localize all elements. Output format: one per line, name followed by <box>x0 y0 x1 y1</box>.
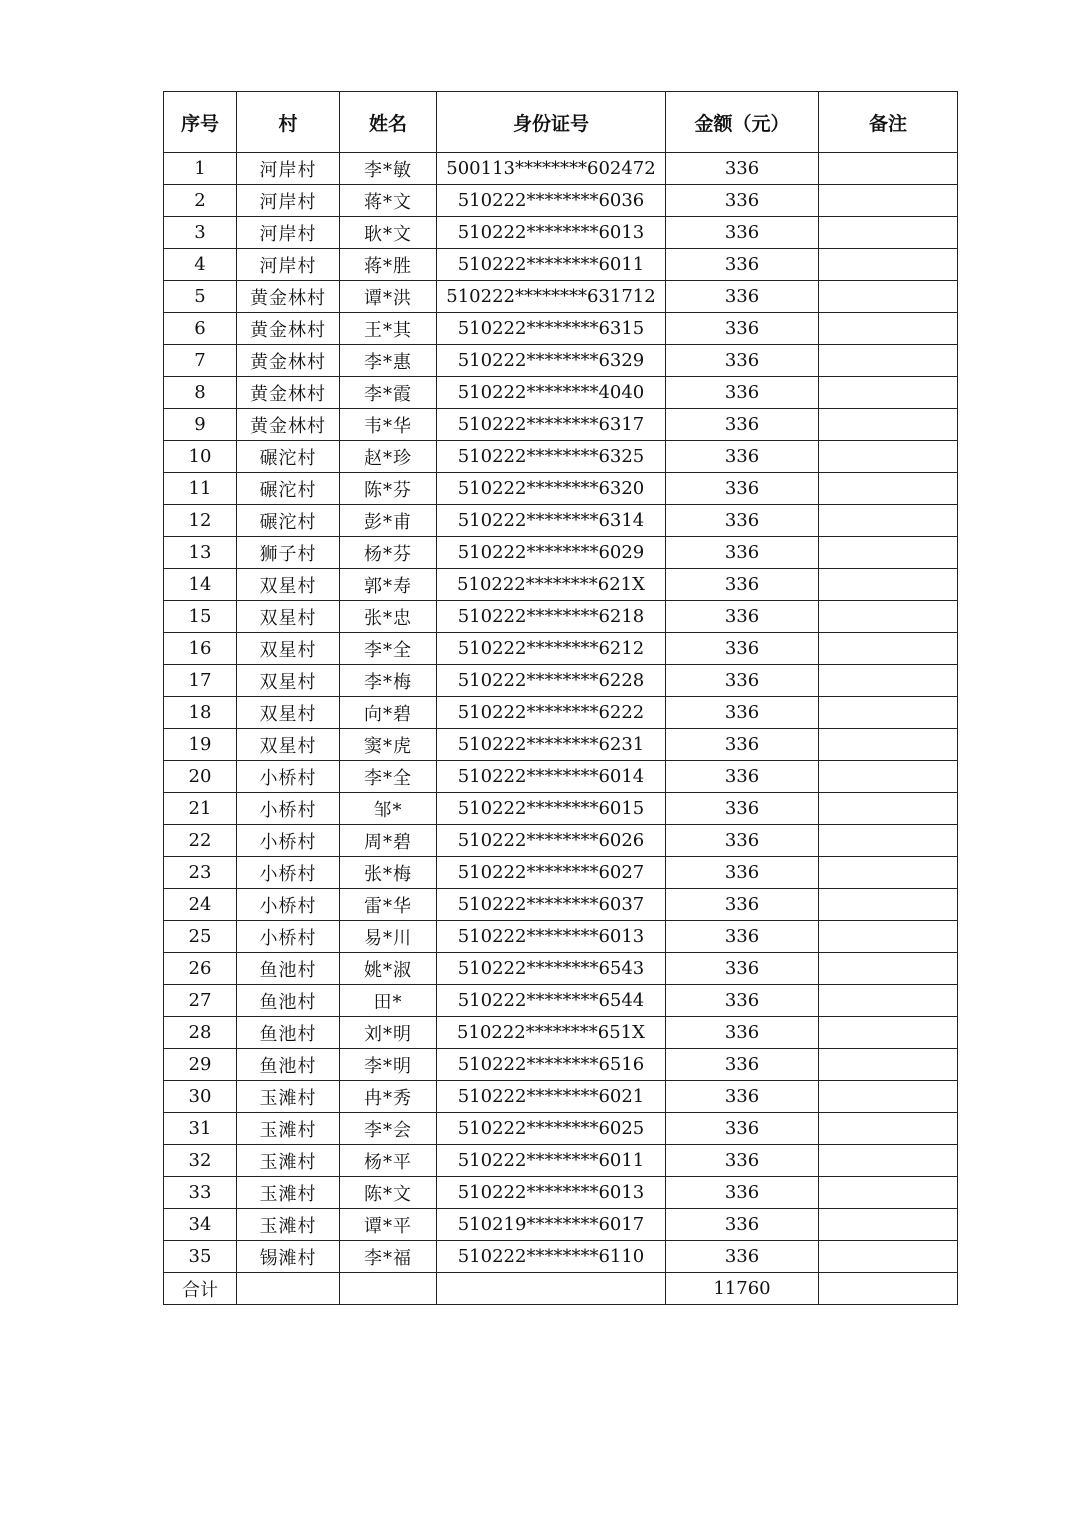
table-row <box>164 153 958 185</box>
serial-cell: 24 <box>164 889 237 921</box>
name-cell: 蒋*文 <box>340 185 437 217</box>
table-row <box>164 921 958 953</box>
id-number-cell: 510222********4040 <box>437 377 666 409</box>
table-row <box>164 1241 958 1273</box>
amount-cell: 336 <box>666 1209 819 1241</box>
id-number-cell: 510222********631712 <box>437 281 666 313</box>
village-cell: 小桥村 <box>237 921 340 953</box>
village-cell: 玉滩村 <box>237 1145 340 1177</box>
name-cell: 谭*洪 <box>340 281 437 313</box>
note-cell <box>819 345 958 377</box>
id-number-cell: 510222********6228 <box>437 665 666 697</box>
note-cell <box>819 569 958 601</box>
village-cell: 小桥村 <box>237 889 340 921</box>
amount-cell: 336 <box>666 665 819 697</box>
note-cell <box>819 921 958 953</box>
note-cell <box>819 633 958 665</box>
name-cell: 姚*淑 <box>340 953 437 985</box>
note-cell <box>819 1241 958 1273</box>
serial-cell: 12 <box>164 505 237 537</box>
id-number-cell: 510222********6110 <box>437 1241 666 1273</box>
name-cell: 李*明 <box>340 1049 437 1081</box>
serial-cell: 19 <box>164 729 237 761</box>
note-cell <box>819 1145 958 1177</box>
header-note: 备注 <box>819 92 958 153</box>
table-row <box>164 1209 958 1241</box>
id-number-cell: 510222********6231 <box>437 729 666 761</box>
amount-cell: 336 <box>666 1049 819 1081</box>
name-cell: 张*忠 <box>340 601 437 633</box>
name-cell: 李*敏 <box>340 153 437 185</box>
table-row <box>164 1113 958 1145</box>
village-cell: 锡滩村 <box>237 1241 340 1273</box>
amount-cell: 336 <box>666 1241 819 1273</box>
name-cell: 韦*华 <box>340 409 437 441</box>
name-cell: 周*碧 <box>340 825 437 857</box>
amount-cell: 336 <box>666 249 819 281</box>
name-cell: 刘*明 <box>340 1017 437 1049</box>
serial-cell: 22 <box>164 825 237 857</box>
amount-cell: 336 <box>666 825 819 857</box>
name-cell: 雷*华 <box>340 889 437 921</box>
name-cell: 李*福 <box>340 1241 437 1273</box>
note-cell <box>819 601 958 633</box>
village-cell: 碾沱村 <box>237 505 340 537</box>
amount-cell: 336 <box>666 345 819 377</box>
village-cell: 狮子村 <box>237 537 340 569</box>
serial-cell: 6 <box>164 313 237 345</box>
amount-cell: 336 <box>666 1113 819 1145</box>
table-row <box>164 1017 958 1049</box>
serial-cell: 5 <box>164 281 237 313</box>
note-cell <box>819 1177 958 1209</box>
note-cell <box>819 729 958 761</box>
village-cell: 碾沱村 <box>237 441 340 473</box>
serial-cell: 34 <box>164 1209 237 1241</box>
id-number-cell: 510222********621X <box>437 569 666 601</box>
id-number-cell: 510222********6320 <box>437 473 666 505</box>
table-row <box>164 409 958 441</box>
serial-cell: 23 <box>164 857 237 889</box>
table-row <box>164 377 958 409</box>
serial-cell: 27 <box>164 985 237 1017</box>
note-cell <box>819 249 958 281</box>
name-cell: 李*惠 <box>340 345 437 377</box>
table-row <box>164 1145 958 1177</box>
id-number-cell: 510222********6212 <box>437 633 666 665</box>
table-row <box>164 1177 958 1209</box>
serial-cell: 30 <box>164 1081 237 1113</box>
name-cell: 耿*文 <box>340 217 437 249</box>
note-cell <box>819 153 958 185</box>
id-number-cell: 510222********6013 <box>437 217 666 249</box>
amount-cell: 336 <box>666 569 819 601</box>
serial-cell: 16 <box>164 633 237 665</box>
name-cell: 李*梅 <box>340 665 437 697</box>
serial-cell: 9 <box>164 409 237 441</box>
id-number-cell: 510222********6222 <box>437 697 666 729</box>
table-row <box>164 761 958 793</box>
village-cell: 碾沱村 <box>237 473 340 505</box>
table-row <box>164 537 958 569</box>
table-row <box>164 793 958 825</box>
amount-cell: 336 <box>666 697 819 729</box>
subsidy-list-table <box>163 91 958 1305</box>
total-note-cell <box>819 1273 958 1305</box>
id-number-cell: 510222********6516 <box>437 1049 666 1081</box>
note-cell <box>819 537 958 569</box>
serial-cell: 29 <box>164 1049 237 1081</box>
note-cell <box>819 985 958 1017</box>
village-cell: 双星村 <box>237 601 340 633</box>
note-cell <box>819 441 958 473</box>
header-village: 村 <box>237 92 340 153</box>
village-cell: 鱼池村 <box>237 953 340 985</box>
id-number-cell: 510222********6543 <box>437 953 666 985</box>
village-cell: 黄金林村 <box>237 345 340 377</box>
id-number-cell: 510219********6017 <box>437 1209 666 1241</box>
total-label: 合计 <box>164 1273 237 1305</box>
village-cell: 小桥村 <box>237 825 340 857</box>
village-cell: 河岸村 <box>237 185 340 217</box>
serial-cell: 25 <box>164 921 237 953</box>
amount-cell: 336 <box>666 505 819 537</box>
amount-cell: 336 <box>666 857 819 889</box>
id-number-cell: 510222********6011 <box>437 1145 666 1177</box>
name-cell: 邹* <box>340 793 437 825</box>
serial-cell: 15 <box>164 601 237 633</box>
name-cell: 陈*芬 <box>340 473 437 505</box>
note-cell <box>819 665 958 697</box>
amount-cell: 336 <box>666 985 819 1017</box>
id-number-cell: 510222********6025 <box>437 1113 666 1145</box>
table-row <box>164 473 958 505</box>
note-cell <box>819 857 958 889</box>
village-cell: 鱼池村 <box>237 1049 340 1081</box>
name-cell: 窦*虎 <box>340 729 437 761</box>
table-row <box>164 825 958 857</box>
header-row <box>164 92 958 153</box>
name-cell: 杨*芬 <box>340 537 437 569</box>
amount-cell: 336 <box>666 1177 819 1209</box>
note-cell <box>819 473 958 505</box>
serial-cell: 11 <box>164 473 237 505</box>
table-row <box>164 185 958 217</box>
village-cell: 双星村 <box>237 569 340 601</box>
village-cell: 小桥村 <box>237 793 340 825</box>
serial-cell: 31 <box>164 1113 237 1145</box>
note-cell <box>819 825 958 857</box>
village-cell: 河岸村 <box>237 153 340 185</box>
id-number-cell: 510222********6029 <box>437 537 666 569</box>
id-number-cell: 510222********6218 <box>437 601 666 633</box>
name-cell: 李*霞 <box>340 377 437 409</box>
amount-cell: 336 <box>666 729 819 761</box>
amount-cell: 336 <box>666 793 819 825</box>
table-row <box>164 729 958 761</box>
note-cell <box>819 1081 958 1113</box>
village-cell: 小桥村 <box>237 857 340 889</box>
note-cell <box>819 1113 958 1145</box>
amount-cell: 336 <box>666 185 819 217</box>
serial-cell: 13 <box>164 537 237 569</box>
amount-cell: 336 <box>666 953 819 985</box>
table-row <box>164 345 958 377</box>
note-cell <box>819 217 958 249</box>
serial-cell: 21 <box>164 793 237 825</box>
serial-cell: 28 <box>164 1017 237 1049</box>
header-id-number: 身份证号 <box>437 92 666 153</box>
village-cell: 双星村 <box>237 729 340 761</box>
name-cell: 郭*寿 <box>340 569 437 601</box>
total-village-cell <box>237 1273 340 1305</box>
table-row <box>164 889 958 921</box>
amount-cell: 336 <box>666 633 819 665</box>
serial-cell: 18 <box>164 697 237 729</box>
id-number-cell: 510222********6026 <box>437 825 666 857</box>
village-cell: 双星村 <box>237 665 340 697</box>
note-cell <box>819 761 958 793</box>
serial-cell: 14 <box>164 569 237 601</box>
serial-cell: 33 <box>164 1177 237 1209</box>
name-cell: 李*全 <box>340 761 437 793</box>
name-cell: 蒋*胜 <box>340 249 437 281</box>
amount-cell: 336 <box>666 409 819 441</box>
name-cell: 向*碧 <box>340 697 437 729</box>
id-number-cell: 500113********602472 <box>437 153 666 185</box>
header-serial: 序号 <box>164 92 237 153</box>
village-cell: 鱼池村 <box>237 985 340 1017</box>
header-name: 姓名 <box>340 92 437 153</box>
table-row <box>164 985 958 1017</box>
id-number-cell: 510222********6329 <box>437 345 666 377</box>
amount-cell: 336 <box>666 601 819 633</box>
serial-cell: 35 <box>164 1241 237 1273</box>
name-cell: 冉*秀 <box>340 1081 437 1113</box>
name-cell: 李*会 <box>340 1113 437 1145</box>
table-row <box>164 953 958 985</box>
id-number-cell: 510222********6013 <box>437 1177 666 1209</box>
name-cell: 易*川 <box>340 921 437 953</box>
total-id-cell <box>437 1273 666 1305</box>
table-row <box>164 633 958 665</box>
total-name-cell <box>340 1273 437 1305</box>
table-row <box>164 1081 958 1113</box>
serial-cell: 1 <box>164 153 237 185</box>
id-number-cell: 510222********651X <box>437 1017 666 1049</box>
village-cell: 鱼池村 <box>237 1017 340 1049</box>
serial-cell: 32 <box>164 1145 237 1177</box>
amount-cell: 336 <box>666 761 819 793</box>
name-cell: 杨*平 <box>340 1145 437 1177</box>
serial-cell: 3 <box>164 217 237 249</box>
serial-cell: 17 <box>164 665 237 697</box>
table-row <box>164 665 958 697</box>
table-row <box>164 281 958 313</box>
id-number-cell: 510222********6011 <box>437 249 666 281</box>
header-amount: 金额（元） <box>666 92 819 153</box>
id-number-cell: 510222********6317 <box>437 409 666 441</box>
id-number-cell: 510222********6314 <box>437 505 666 537</box>
id-number-cell: 510222********6015 <box>437 793 666 825</box>
note-cell <box>819 889 958 921</box>
name-cell: 王*其 <box>340 313 437 345</box>
table-row <box>164 505 958 537</box>
id-number-cell: 510222********6544 <box>437 985 666 1017</box>
name-cell: 谭*平 <box>340 1209 437 1241</box>
village-cell: 河岸村 <box>237 249 340 281</box>
amount-cell: 336 <box>666 889 819 921</box>
note-cell <box>819 377 958 409</box>
village-cell: 黄金林村 <box>237 281 340 313</box>
amount-cell: 336 <box>666 1017 819 1049</box>
village-cell: 玉滩村 <box>237 1113 340 1145</box>
id-number-cell: 510222********6037 <box>437 889 666 921</box>
village-cell: 河岸村 <box>237 217 340 249</box>
name-cell: 张*梅 <box>340 857 437 889</box>
total-amount: 11760 <box>666 1273 819 1305</box>
id-number-cell: 510222********6014 <box>437 761 666 793</box>
village-cell: 玉滩村 <box>237 1177 340 1209</box>
amount-cell: 336 <box>666 281 819 313</box>
note-cell <box>819 505 958 537</box>
note-cell <box>819 1049 958 1081</box>
table-row <box>164 601 958 633</box>
amount-cell: 336 <box>666 217 819 249</box>
id-number-cell: 510222********6027 <box>437 857 666 889</box>
village-cell: 双星村 <box>237 697 340 729</box>
village-cell: 双星村 <box>237 633 340 665</box>
table-row <box>164 313 958 345</box>
note-cell <box>819 409 958 441</box>
village-cell: 玉滩村 <box>237 1209 340 1241</box>
table-body <box>164 153 958 1273</box>
id-number-cell: 510222********6021 <box>437 1081 666 1113</box>
village-cell: 黄金林村 <box>237 409 340 441</box>
name-cell: 李*全 <box>340 633 437 665</box>
amount-cell: 336 <box>666 1145 819 1177</box>
amount-cell: 336 <box>666 473 819 505</box>
amount-cell: 336 <box>666 537 819 569</box>
note-cell <box>819 697 958 729</box>
serial-cell: 4 <box>164 249 237 281</box>
id-number-cell: 510222********6325 <box>437 441 666 473</box>
note-cell <box>819 1209 958 1241</box>
name-cell: 赵*珍 <box>340 441 437 473</box>
table-row <box>164 441 958 473</box>
serial-cell: 10 <box>164 441 237 473</box>
table-row <box>164 249 958 281</box>
serial-cell: 7 <box>164 345 237 377</box>
village-cell: 玉滩村 <box>237 1081 340 1113</box>
id-number-cell: 510222********6315 <box>437 313 666 345</box>
serial-cell: 8 <box>164 377 237 409</box>
total-row <box>164 1273 958 1305</box>
name-cell: 彭*甫 <box>340 505 437 537</box>
amount-cell: 336 <box>666 921 819 953</box>
amount-cell: 336 <box>666 313 819 345</box>
note-cell <box>819 793 958 825</box>
name-cell: 陈*文 <box>340 1177 437 1209</box>
serial-cell: 20 <box>164 761 237 793</box>
table-row <box>164 569 958 601</box>
table-row <box>164 697 958 729</box>
note-cell <box>819 953 958 985</box>
table-row <box>164 1049 958 1081</box>
table-row <box>164 217 958 249</box>
table-row <box>164 857 958 889</box>
name-cell: 田* <box>340 985 437 1017</box>
amount-cell: 336 <box>666 153 819 185</box>
village-cell: 黄金林村 <box>237 377 340 409</box>
amount-cell: 336 <box>666 377 819 409</box>
note-cell <box>819 313 958 345</box>
id-number-cell: 510222********6013 <box>437 921 666 953</box>
amount-cell: 336 <box>666 1081 819 1113</box>
note-cell <box>819 1017 958 1049</box>
serial-cell: 2 <box>164 185 237 217</box>
amount-cell: 336 <box>666 441 819 473</box>
serial-cell: 26 <box>164 953 237 985</box>
village-cell: 小桥村 <box>237 761 340 793</box>
id-number-cell: 510222********6036 <box>437 185 666 217</box>
village-cell: 黄金林村 <box>237 313 340 345</box>
note-cell <box>819 185 958 217</box>
note-cell <box>819 281 958 313</box>
